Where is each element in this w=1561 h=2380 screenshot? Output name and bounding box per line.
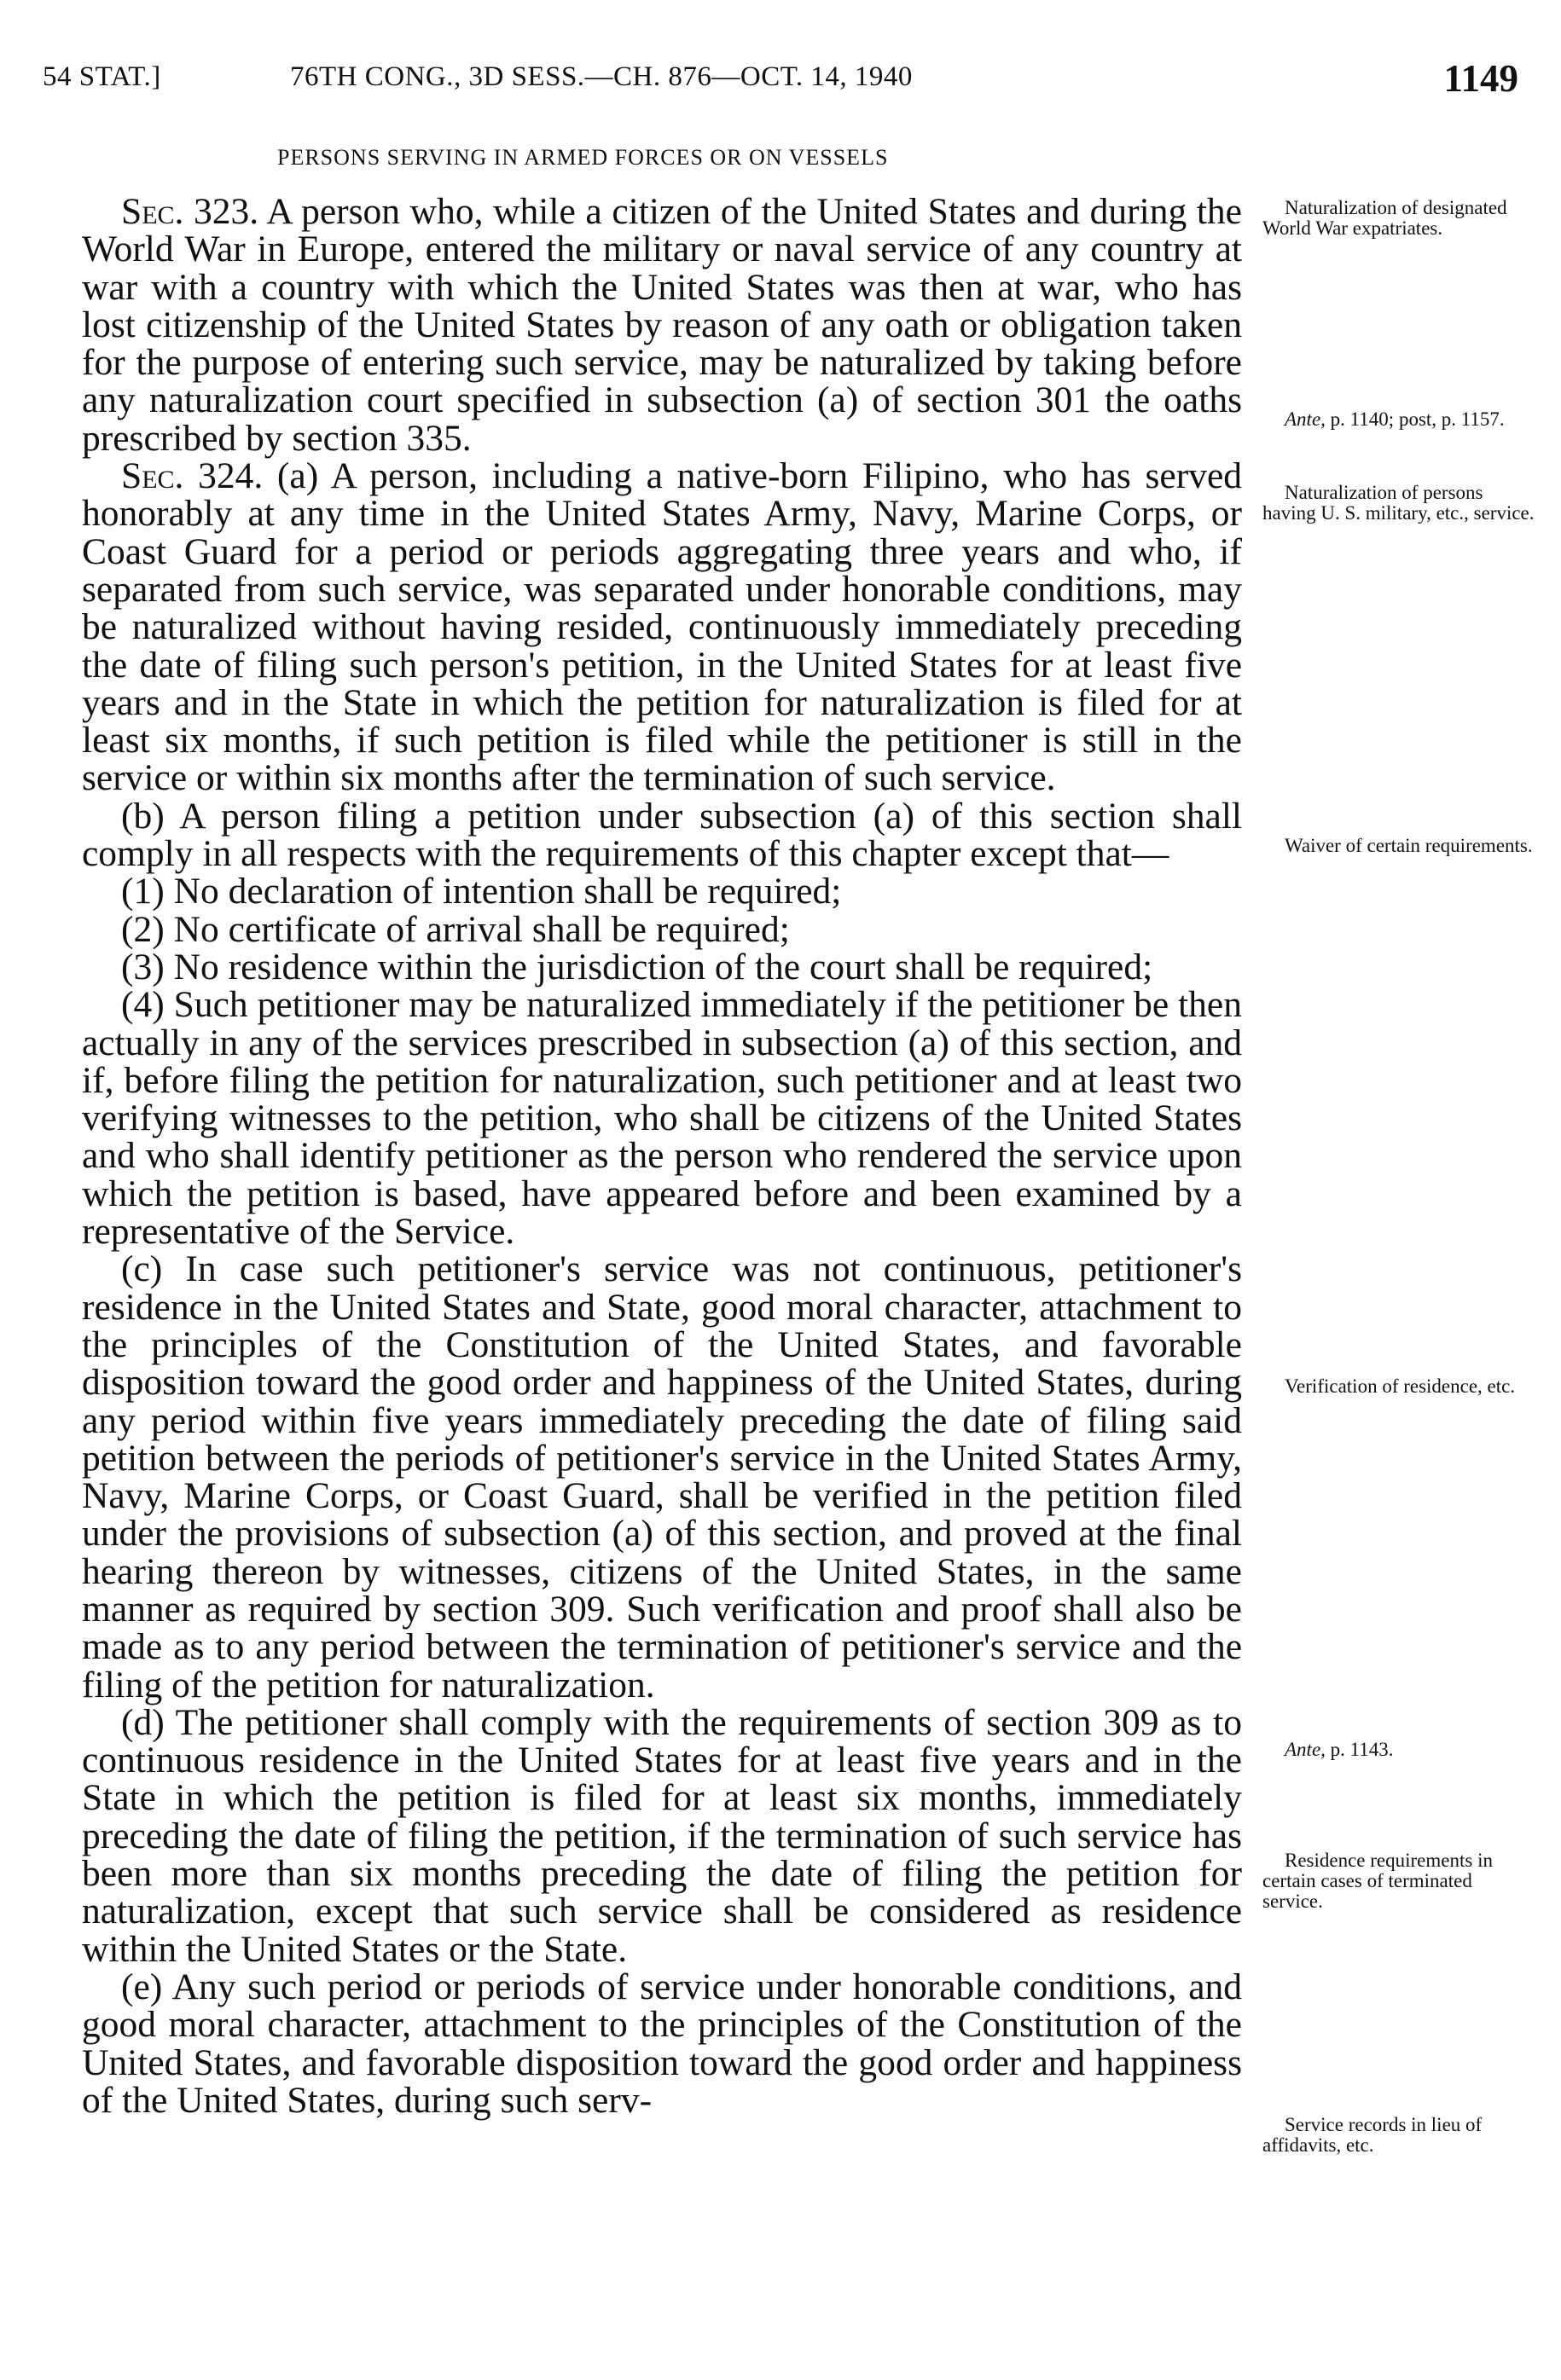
section-label: Sec. 323.: [121, 191, 259, 232]
section-324-a: Sec. 324. (a) A person, including a native-born Filipino, who has served honorably at any time in the United States Army, Navy, Marine Corps, or Coast Guard for a period or periods aggregating three years and who, if separated from such service, was separated under honorable conditions, may be naturalized without having resided, continuously immediately preceding the date of filing such person's petition, in the United States for at least five years and in the State in which the petition for naturalization is filed for at least six months, if such petition is filed while the petitioner is still in the service or within six months after the termination of such service.: [82, 455, 1242, 799]
margin-note: Residence requirements in certain cases of terminated service.: [1262, 1850, 1493, 1912]
section-label: Sec. 324.: [121, 455, 264, 497]
section-heading: PERSONS SERVING IN ARMED FORCES OR ON VESSELS: [277, 145, 889, 170]
margin-note: Verification of residence, etc.: [1285, 1375, 1516, 1397]
subsection-e: (e) Any such period or periods of service under honorable conditions, and good moral character, attachment to the principles of the Constitution of the United States, and favorable disposition toward the good order and happiness of the United States, during such serv-: [82, 1966, 1242, 2121]
session-citation: 76TH CONG., 3D SESS.—CH. 876—OCT. 14, 1940: [290, 61, 913, 92]
margin-note: Naturalization of persons having U. S. military, etc., service.: [1262, 482, 1535, 524]
margin-note: Waiver of certain requirements.: [1285, 835, 1533, 856]
page-number: 1149: [1443, 57, 1518, 100]
running-header: [43, 57, 1518, 113]
margin-note: Service records in lieu of affidavits, etc.: [1262, 2114, 1483, 2156]
section-323: Sec. 323. A person who, while a citizen of the United States and during the World War in Europe, entered the military or naval service of any country at war with a country with which the United States was then at war, who has lost citizenship of the United States by reason of any oath or obligation taken for the purpose of entering such service, may be naturalized by taking before any naturalization court specified in subsection (a) of section 301 the oaths prescribed by section 335.: [82, 191, 1242, 459]
clause-b2: (2) No certificate of arrival shall be required;: [121, 908, 790, 950]
subsection-d: (d) The petitioner shall comply with the requirements of section 309 as to continuous residence in the United States for at least five years and in the State in which the petition is filed for at least six months, immediately preceding the date of filing the petition, if the termination of such service has been more than six months preceding the date of filing the petition for naturalization, except that such service shall be considered as residence within the United States or the State.: [82, 1701, 1242, 1970]
statute-volume: 54 STAT.]: [43, 61, 161, 92]
body-text: [82, 193, 1242, 2119]
clause-b1: (1) No declaration of intention shall be required;: [121, 871, 842, 912]
clause-b4: (4) Such petitioner may be naturalized immediately if the petitioner be then actually in any of the services prescribed in subsection (a) of this section, and if, before filing the petition for naturalization, such petitioner and at least two verifying witnesses to the petition, who shall be citizens of the United States and who shall identify petitioner as the person who rendered the service upon which the petition is based, have appeared before and been examined by a representative of the Service.: [82, 984, 1242, 1253]
margin-note: Ante, p. 1140; post, p. 1157.: [1285, 408, 1505, 430]
clause-b3: (3) No residence within the jurisdiction of the court shall be required;: [121, 946, 1153, 987]
subsection-c: (c) In case such petitioner's service was not continuous, petitioner's residence in the United States and State, good moral character, attachment to the principles of the Constitution of the United States, and favorable disposition toward the good order and happiness of the United States, during any period within five years immediately preceding the date of filing said petition between the periods of petitioner's service in the United States Army, Navy, Marine Corps, or Coast Guard, shall be verified in the petition filed under the provisions of subsection (a) of this section, and proved at the final hearing thereon by witnesses, citizens of the United States, in the same manner as required by section 309. Such verification and proof shall also be made as to any period between the termination of petitioner's service and the filing of the petition for naturalization.: [82, 1248, 1242, 1705]
margin-note: Ante, p. 1143.: [1285, 1739, 1394, 1760]
subsection-b: (b) A person filing a petition under subsection (a) of this section shall comply in all respects with the requirements of this chapter except that—: [82, 795, 1242, 875]
margin-note: Naturalization of designated World War expatriates.: [1262, 197, 1507, 239]
